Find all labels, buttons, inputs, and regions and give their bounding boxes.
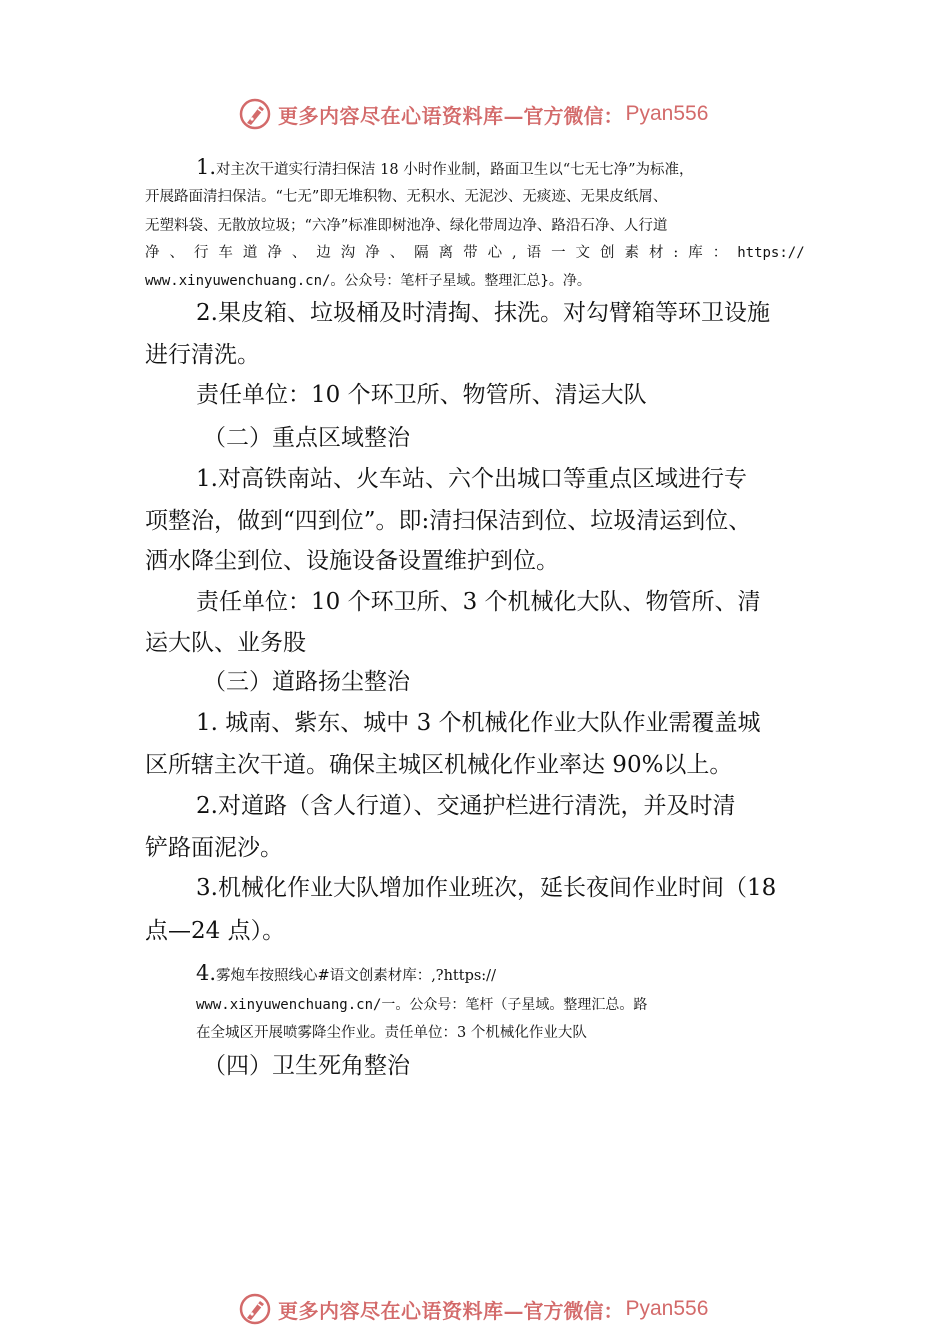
p1-line4-char: 带 bbox=[463, 245, 478, 261]
p2-line1: 2.果皮箱、垃圾桶及时清掏、抹洗。对勾臂箱等环卫设施 bbox=[196, 300, 770, 326]
watermark-banner-bottom bbox=[238, 1292, 708, 1326]
p4-line2: 项整治，做到“四到位”。即:清扫保洁到位、垃圾清运到位、 bbox=[145, 508, 752, 534]
watermark-banner-top bbox=[238, 97, 708, 131]
p9-number: 4. bbox=[196, 961, 217, 985]
p1-line4-char: 心 bbox=[487, 245, 503, 261]
p1-line4 bbox=[145, 243, 805, 263]
p1-line4-char: 车 bbox=[218, 245, 233, 261]
p1-line4-char: 行 bbox=[193, 245, 209, 261]
p9-line1 bbox=[196, 963, 496, 986]
p1-line4-char: 净 bbox=[145, 245, 160, 261]
watermark-brand: 更多内容尽在心语资料库 bbox=[278, 103, 504, 128]
watermark-wechat-label: —官方微信： bbox=[503, 1298, 624, 1323]
p1-line5-text: www.xinyuwenchuang.cn/。公众号：笔杆子星域。整理汇总}。净。 bbox=[145, 273, 591, 289]
p9-line2-text: www.xinyuwenchuang.cn/一。公众号：笔杆（子星域。整理汇总。路 bbox=[196, 997, 648, 1013]
p1-line4-char: 、 bbox=[291, 245, 307, 261]
watermark-brand: 更多内容尽在心语资料库 bbox=[278, 1298, 504, 1323]
p9-line1-text: 雾炮车按照线心#语文创素材库：,?https:// bbox=[216, 968, 496, 984]
p5-line2: 运大队、业务股 bbox=[145, 630, 306, 656]
p1-line4-char: 道 bbox=[242, 245, 258, 261]
watermark-wechat-label: —官方微信： bbox=[503, 103, 624, 128]
section-heading-4: （四）卫生死角整治 bbox=[203, 1053, 410, 1079]
p7-line1: 2.对道路（含人行道）、交通护栏进行清洗，并及时清 bbox=[196, 793, 736, 819]
p7-line2: 铲路面泥沙。 bbox=[145, 835, 283, 861]
p1-line4-char: : bbox=[673, 245, 679, 261]
p1-line4-char: 隔 bbox=[414, 245, 429, 261]
p1-line4-url: https:// bbox=[737, 245, 805, 261]
p8-line1: 3.机械化作业大队增加作业班次，延长夜间作业时间（18 bbox=[196, 875, 777, 901]
p1-line4-char: ： bbox=[712, 245, 728, 261]
p1-line5 bbox=[145, 271, 591, 291]
p9-line3: 在全城区开展喷雾降尘作业。责任单位：3 个机械化作业大队 bbox=[196, 1025, 587, 1041]
p1-line4-char: 、 bbox=[169, 245, 184, 261]
p1-line4-char: 语 bbox=[526, 245, 542, 261]
p5-line1: 责任单位：10 个环卫所、3 个机械化大队、物管所、清 bbox=[196, 589, 761, 615]
p2-line2: 进行清洗。 bbox=[145, 342, 260, 368]
p1-line4-char: 沟 bbox=[340, 245, 356, 261]
watermark-handle: Pyan556 bbox=[625, 1297, 709, 1320]
p8-line2: 点—24 点）。 bbox=[145, 918, 286, 944]
p3-line1: 责任单位：10 个环卫所、物管所、清运大队 bbox=[196, 382, 647, 408]
p1-line4-char: 一 bbox=[551, 245, 566, 261]
p1-number: 1. bbox=[196, 155, 217, 179]
p1-line4-char: 边 bbox=[316, 245, 331, 261]
pen-nib-circle-logo-icon bbox=[238, 97, 272, 131]
p9-line2 bbox=[196, 995, 647, 1015]
p4-line3: 洒水降尘到位、设施设备设置维护到位。 bbox=[145, 548, 559, 574]
p1-line4-char: 离 bbox=[438, 245, 454, 261]
p1-line1-text: 对主次干道实行清扫保洁 18 小时作业制，路面卫生以“七无七净”为标准， bbox=[216, 162, 694, 178]
p1-line4-char: 素 bbox=[624, 245, 639, 261]
p1-line2: 开展路面清扫保洁。“七无”即无堆积物、无积水、无泥沙、无痰迹、无果皮纸屑、 bbox=[145, 189, 668, 205]
p1-line4-char: 文 bbox=[575, 245, 591, 261]
pen-nib-circle-logo-icon bbox=[238, 1292, 272, 1326]
p1-line3: 无塑料袋、无散放垃圾；“六净”标准即树池净、绿化带周边净、路沿石净、人行道 bbox=[145, 218, 668, 234]
section-heading-2: （二）重点区域整治 bbox=[203, 425, 410, 451]
p1-line4-char: 、 bbox=[389, 245, 405, 261]
p6-line1: 1. 城南、紫东、城中 3 个机械化作业大队作业需覆盖城 bbox=[196, 710, 761, 736]
p1-line4-char: , bbox=[512, 245, 517, 261]
watermark-handle: Pyan556 bbox=[625, 102, 709, 125]
p1-line4-char: 净 bbox=[365, 245, 380, 261]
p1-line4-char: 材 bbox=[648, 245, 664, 261]
p6-line2: 区所辖主次干道。确保主城区机械化作业率达 90%以上。 bbox=[145, 752, 733, 778]
section-heading-3: （三）道路扬尘整治 bbox=[203, 669, 410, 695]
p4-line1: 1.对高铁南站、火车站、六个出城口等重点区域进行专 bbox=[196, 466, 747, 492]
p1-line4-char: 净 bbox=[267, 245, 282, 261]
p1-line4-char: 库 bbox=[688, 245, 703, 261]
p1-line4-char: 创 bbox=[600, 245, 615, 261]
p1-line1 bbox=[196, 157, 694, 180]
